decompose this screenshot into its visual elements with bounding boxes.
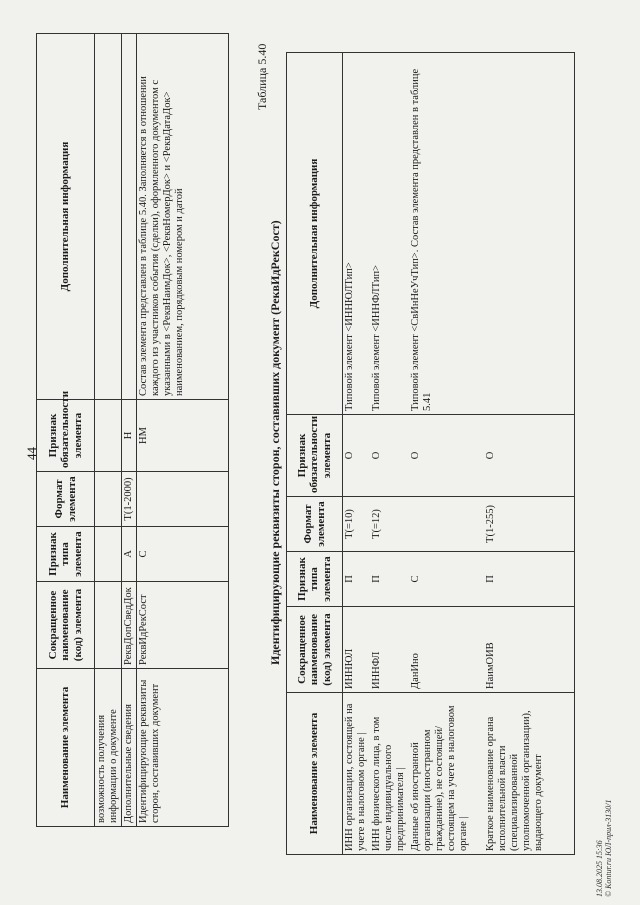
header-format: Формат элемента: [287, 497, 343, 552]
table-top-header-row: [37, 34, 95, 827]
row-req-1: О: [344, 451, 355, 460]
footer: [595, 800, 613, 898]
cell-info: [122, 34, 137, 400]
footer-source: © Kontur.ru ЮЛ-прил-3130/1: [604, 799, 613, 897]
header-info: Дополнительная информация: [287, 53, 343, 415]
cell-names: [343, 693, 575, 855]
row-info-1: Типовой элемент <ИННЮЛТип>: [344, 262, 355, 411]
cell-format: [95, 472, 122, 527]
cell-info: [95, 34, 122, 400]
cell-codes: [343, 607, 575, 693]
cell-required: Н: [122, 400, 137, 472]
row-code-1: ИННЮЛ: [344, 648, 355, 689]
page-number: 44: [24, 447, 39, 460]
cell-name: Дополнительные сведения: [122, 669, 137, 827]
header-code: Сокращенное наименование (код) элемента: [37, 582, 95, 669]
header-name: Наименование элемента: [37, 669, 95, 827]
cell-type: С: [137, 527, 229, 582]
row-type-2: П: [371, 575, 382, 583]
section-title: Идентифицирующие реквизиты сторон, составивших документ (РеквИдРекСост): [268, 220, 282, 665]
row-type-3: С: [410, 575, 421, 583]
cell-format: Т(1-2000): [122, 472, 137, 527]
header-type: Признак типа элемента: [37, 527, 95, 582]
table-top: [36, 33, 229, 827]
header-required: Признак обязательности элемента: [287, 415, 343, 497]
row-info-2: Типовой элемент <ИННФЛТип>: [371, 265, 382, 411]
row-type-4: П: [485, 575, 496, 583]
row-req-2: О: [371, 451, 382, 460]
header-name: Наименование элемента: [287, 693, 343, 855]
cell-format: [137, 472, 229, 527]
footer-date: 13.08.2025 15:36: [595, 840, 604, 897]
cell-types: [343, 552, 575, 607]
cell-name: возможность получения информации о документе: [95, 669, 122, 827]
cell-required: НМ: [137, 400, 229, 472]
table-row: [122, 34, 137, 827]
row-req-3: О: [410, 451, 421, 460]
cell-code: РеквДопСведДок: [122, 582, 137, 669]
table-5-40-header-row: [287, 53, 343, 855]
row-req-4: О: [485, 451, 496, 460]
row-info-4: [484, 53, 486, 414]
row-info-3: Типовой элемент <СвИнНеУчТип>. Состав элемента представлен в таблице 5.41: [410, 68, 433, 411]
row-code-2: ИННФЛ: [371, 651, 382, 689]
row-type-1: П: [344, 575, 355, 583]
table-5-40: [286, 52, 575, 855]
table-row: [137, 34, 229, 827]
cell-info: Состав элемента представлен в таблице 5.40. Заполняется в отношении каждого из участников события (сделки), оформленного документом с указанными в <РеквНаимДок>, <РеквНомерДок> и <РеквДатаДок> наименованием, порядковым номером и датой: [137, 34, 229, 400]
cell-formats: [343, 497, 575, 552]
header-info: Дополнительная информация: [37, 34, 95, 400]
header-code: Сокращенное наименование (код) элемента: [287, 607, 343, 693]
header-format: Формат элемента: [37, 472, 95, 527]
table-row: [343, 53, 575, 855]
row-format-1: T(=10): [344, 509, 355, 539]
row-code-4: НаимОИВ: [485, 642, 496, 689]
cell-code: РеквИдРекСост: [137, 582, 229, 669]
cell-required: [95, 400, 122, 472]
header-required: Признак обязательности элемента: [37, 400, 95, 472]
row-code-3: ДанИно: [410, 653, 421, 689]
row-format-3: [409, 497, 484, 551]
cell-type: А: [122, 527, 137, 582]
row-name-1: ИНН организации, состоящей на учете в налоговом органе |: [344, 703, 367, 851]
row-name-2: ИНН физического лица, в том числе индивидуального предпринимателя |: [371, 716, 406, 851]
header-type: Признак типа элемента: [287, 552, 343, 607]
cell-required-values: [343, 415, 575, 497]
row-name-3: Данные об иностранной организации (иностранном гражданине), не состоящей/состоящем на учете в налоговом органе |: [410, 705, 469, 851]
row-format-2: T(=12): [371, 509, 382, 539]
row-name-4: Краткое наименование органа исполнительной власти (специализированной уполномоченной организации), выдающего документ: [485, 710, 544, 851]
table-row: [95, 34, 122, 827]
table-label: Таблица 5.40: [255, 43, 269, 110]
cell-name: Идентифицирующие реквизиты сторон, составивших документ: [137, 669, 229, 827]
cell-code: [95, 582, 122, 669]
cell-type: [95, 527, 122, 582]
cell-infos: [343, 53, 575, 415]
row-format-4: T(1-255): [485, 505, 496, 543]
